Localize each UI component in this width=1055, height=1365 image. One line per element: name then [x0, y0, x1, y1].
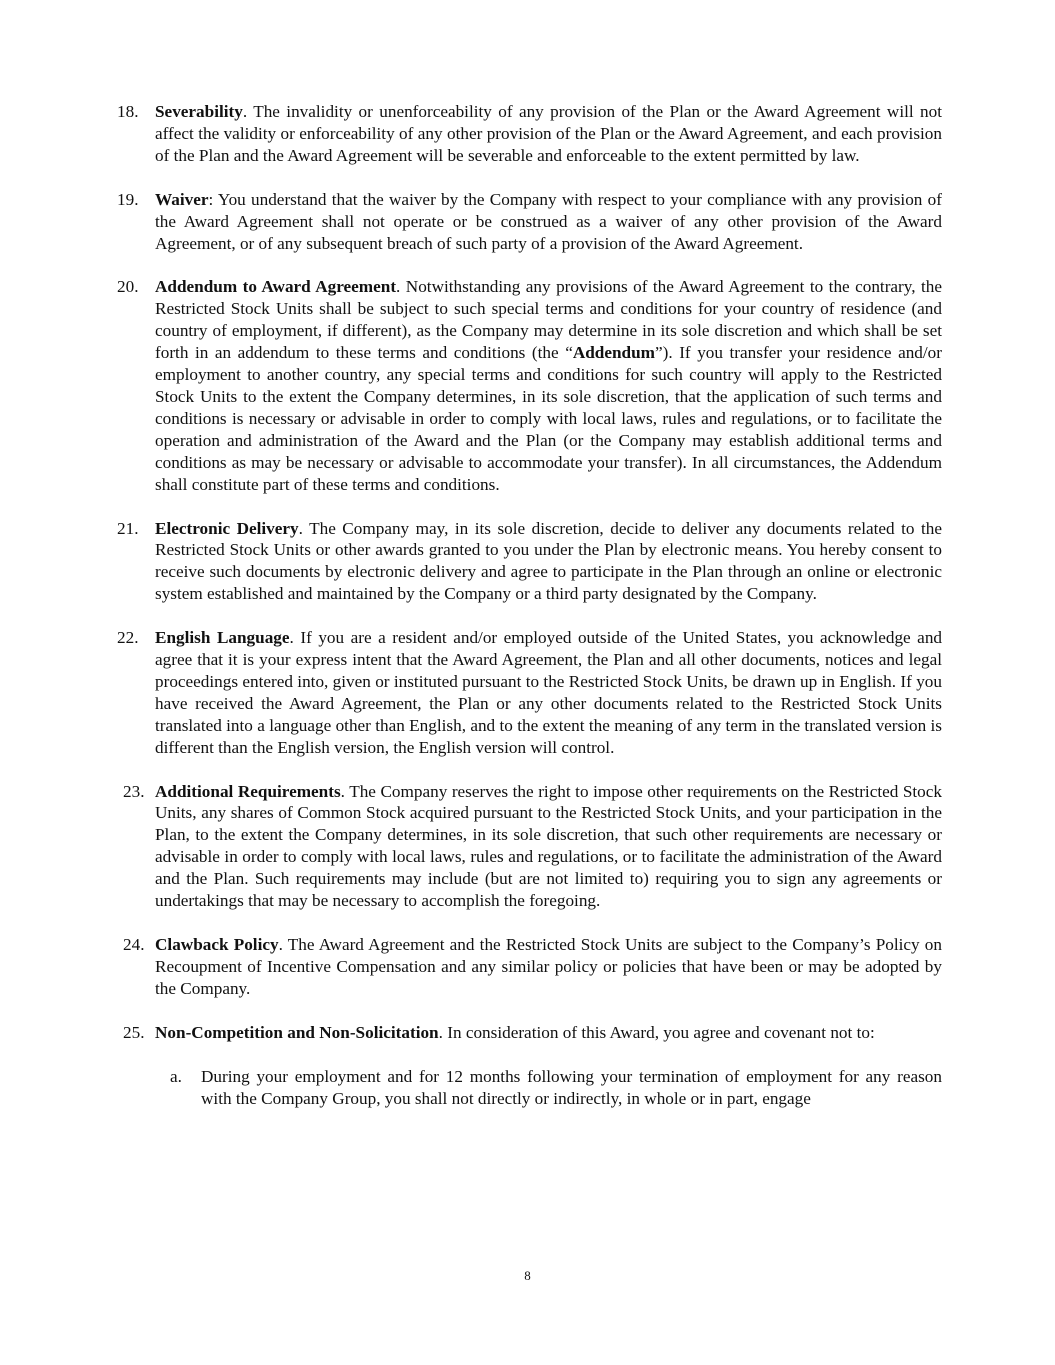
section-20-addendum	[117, 276, 942, 495]
section-body: Notwithstanding any provisions of the Award Agreement to the contrary, the Restricted Stock Units shall be subject to such special terms and conditions for your country of residence (and country of employment, if different), as the Company may determine in its sole discretion and which shall be set forth in an addendum to these terms and conditions (the “	[155, 277, 942, 363]
section-number: 21.	[117, 518, 139, 538]
section-heading: Additional Requirements	[155, 781, 341, 801]
section-body: The Company reserves the right to impose other requirements on the Restricted Stock Units, any shares of Common Stock acquired pursuant to the Restricted Stock Units, and your participation in the Plan, to the extent the Company determines, in its sole discretion, that such other requirements are necessary or advisable in order to comply with local laws, rules and regulations, or to facilitate the administration of the Award and the Plan. Such requirements may include (but are not limited to) requiring you to sign any agreements or undertakings that may be necessary to accomplish the foregoing.	[155, 781, 943, 911]
section-number: 18.	[117, 102, 139, 121]
section-body: The Award Agreement and the Restricted Stock Units are subject to the Company’s Policy on Recoupment of Incentive Compensation and any similar policy or policies that have been or may be adopted by the Company.	[155, 935, 942, 998]
section-body: In consideration of this Award, you agree and covenant not to:	[442, 1022, 875, 1042]
section-number: 22.	[117, 628, 139, 648]
section-text: Addendum to Award Agreement. Notwithstanding any provisions of the Award Agreement to the contrary, the Restricted Stock Units shall be subject to such special terms and conditions for your country of residence (and country of employment, if different), as the Company may determine in its sole discretion and which shall be set forth in an addendum to these terms and conditions (the “Addendum”). If you transfer your residence and/or employment to another country, any special terms and conditions for such country will apply to the Restricted Stock Units to the extent the Company determines, in its sole discretion, that the application of such terms and conditions is necessary or advisable in order to comply with local laws, rules and regulations, or to facilitate the operation and administration of the Award and the Plan (or the Company may establish additional terms and conditions as may be necessary or advisable to accommodate your transfer). In all circumstances, the Addendum shall constitute part of these terms and conditions.	[155, 277, 942, 494]
section-text: Additional Requirements. The Company reserves the right to impose other requirements on the Restricted Stock Units, any shares of Common Stock acquired pursuant to the Restricted Stock Units, and your participation in the Plan, to the extent the Company determines, in its sole discretion, that such other requirements are necessary or advisable in order to comply with local laws, rules and regulations, or to facilitate the administration of the Award and the Plan. Such requirements may include (but are not limited to) requiring you to sign any agreements or undertakings that may be necessary to accomplish the foregoing.	[155, 781, 943, 911]
section-text: Clawback Policy. The Award Agreement and the Restricted Stock Units are subject to the Company’s Policy on Recoupment of Incentive Compensation and any similar policy or policies that have been or may be adopted by the Company.	[155, 935, 942, 998]
section-body: The Company may, in its sole discretion, decide to deliver any documents related to the Restricted Stock Units or other awards granted to you under the Plan by electronic means. You hereby consent to receive such documents by electronic delivery and agree to participate in the Plan through an online or electronic system established and maintained by the Company or a third party designated by the Company.	[155, 518, 942, 604]
section-24-clawback-policy	[117, 934, 942, 1000]
section-heading: Electronic Delivery	[155, 518, 299, 538]
section-heading: Clawback Policy	[155, 935, 279, 954]
section-body: The invalidity or unenforceability of any provision of the Plan or the Award Agreement will not affect the validity or enforceability of any other provision of the Plan or the Award Agreement, and each provision of the Plan and the Award Agreement will be severable and enforceable to the extent permitted by law.	[155, 102, 942, 165]
section-body: If you are a resident and/or employed outside of the United States, you acknowledge and agree that it is your express intent that the Award Agreement, the Plan and all other documents, notices and legal proceedings entered into, given or instituted pursuant to the Restricted Stock Units, be drawn up in English. If you have received the Award Agreement, the Plan or any other documents related to the Restricted Stock Units translated into a language other than English, and to the extent the meaning of any term in the translated version is different than the English version, the English version will control.	[155, 628, 943, 757]
section-23-additional-requirements	[117, 781, 942, 912]
page-number: 8	[524, 1268, 531, 1283]
section-heading: Non-Competition and Non-Solicitation	[155, 1022, 439, 1042]
section-body: You understand that the waiver by the Company with respect to your compliance with any provision of the Award Agreement shall not operate or be construed as a waiver of any other provision of the Award Agreement, or of any subsequent breach of such party of a provision of the Award Agreement.	[155, 189, 942, 253]
section-number: 23.	[123, 781, 145, 801]
section-body-continued: ”). If you transfer your residence and/or employment to another country, any special terms and conditions for such country will apply to the Restricted Stock Units to the extent the Company determines, in its sole discretion, that the application of such terms and conditions is necessary or advisable in order to comply with local laws, rules and regulations, or to facilitate the operation and administration of the Award and the Plan (or the Company may establish additional terms and conditions as may be necessary or advisable to accommodate your transfer). In all circumstances, the Addendum shall constitute part of these terms and conditions.	[155, 343, 942, 494]
subitem-letter: a.	[170, 1066, 182, 1086]
section-heading: Waiver	[155, 189, 209, 209]
section-18-severability	[117, 101, 942, 167]
section-number: 20.	[117, 277, 139, 297]
section-text: Non-Competition and Non-Solicitation. In consideration of this Award, you agree and covenant not to:	[155, 1022, 875, 1042]
section-25-subitem-a	[170, 1066, 942, 1110]
section-25-non-competition	[117, 1022, 942, 1044]
section-number: 19.	[117, 189, 139, 209]
section-number: 25.	[123, 1022, 145, 1042]
section-text: Severability. The invalidity or unenforceability of any provision of the Plan or the Award Agreement will not affect the validity or enforceability of any other provision of the Plan or the Award Agreement, and each provision of the Plan and the Award Agreement will be severable and enforceable to the extent permitted by law.	[155, 102, 942, 165]
subitem-body: During your employment and for 12 months following your termination of employment for any reason with the Company Group, you shall not directly or indirectly, in whole or in part, engage	[201, 1066, 942, 1108]
section-text: Electronic Delivery. The Company may, in its sole discretion, decide to deliver any documents related to the Restricted Stock Units or other awards granted to you under the Plan by electronic means. You hereby consent to receive such documents by electronic delivery and agree to participate in the Plan through an online or electronic system established and maintained by the Company or a third party designated by the Company.	[155, 518, 942, 604]
section-number: 24.	[123, 935, 145, 954]
section-heading: English Language	[155, 628, 290, 648]
section-heading: Addendum to Award Agreement	[155, 277, 397, 297]
section-heading: Severability	[155, 102, 243, 121]
section-19-waiver	[117, 189, 942, 255]
section-text: English Language. If you are a resident and/or employed outside of the United States, you acknowledge and agree that it is your express intent that the Award Agreement, the Plan and all other documents, notices and legal proceedings entered into, given or instituted pursuant to the Restricted Stock Units, be drawn up in English. If you have received the Award Agreement, the Plan or any other documents related to the Restricted Stock Units translated into a language other than English, and to the extent the meaning of any term in the translated version is different than the English version, the English version will control.	[155, 628, 943, 757]
section-text: Waiver: You understand that the waiver by the Company with respect to your compliance with any provision of the Award Agreement shall not operate or be construed as a waiver of any other provision of the Award Agreement, or of any subsequent breach of such party of a provision of the Award Agreement.	[155, 189, 942, 253]
section-22-english-language	[117, 627, 942, 758]
section-21-electronic-delivery	[117, 518, 942, 606]
defined-term: Addendum	[572, 343, 655, 363]
